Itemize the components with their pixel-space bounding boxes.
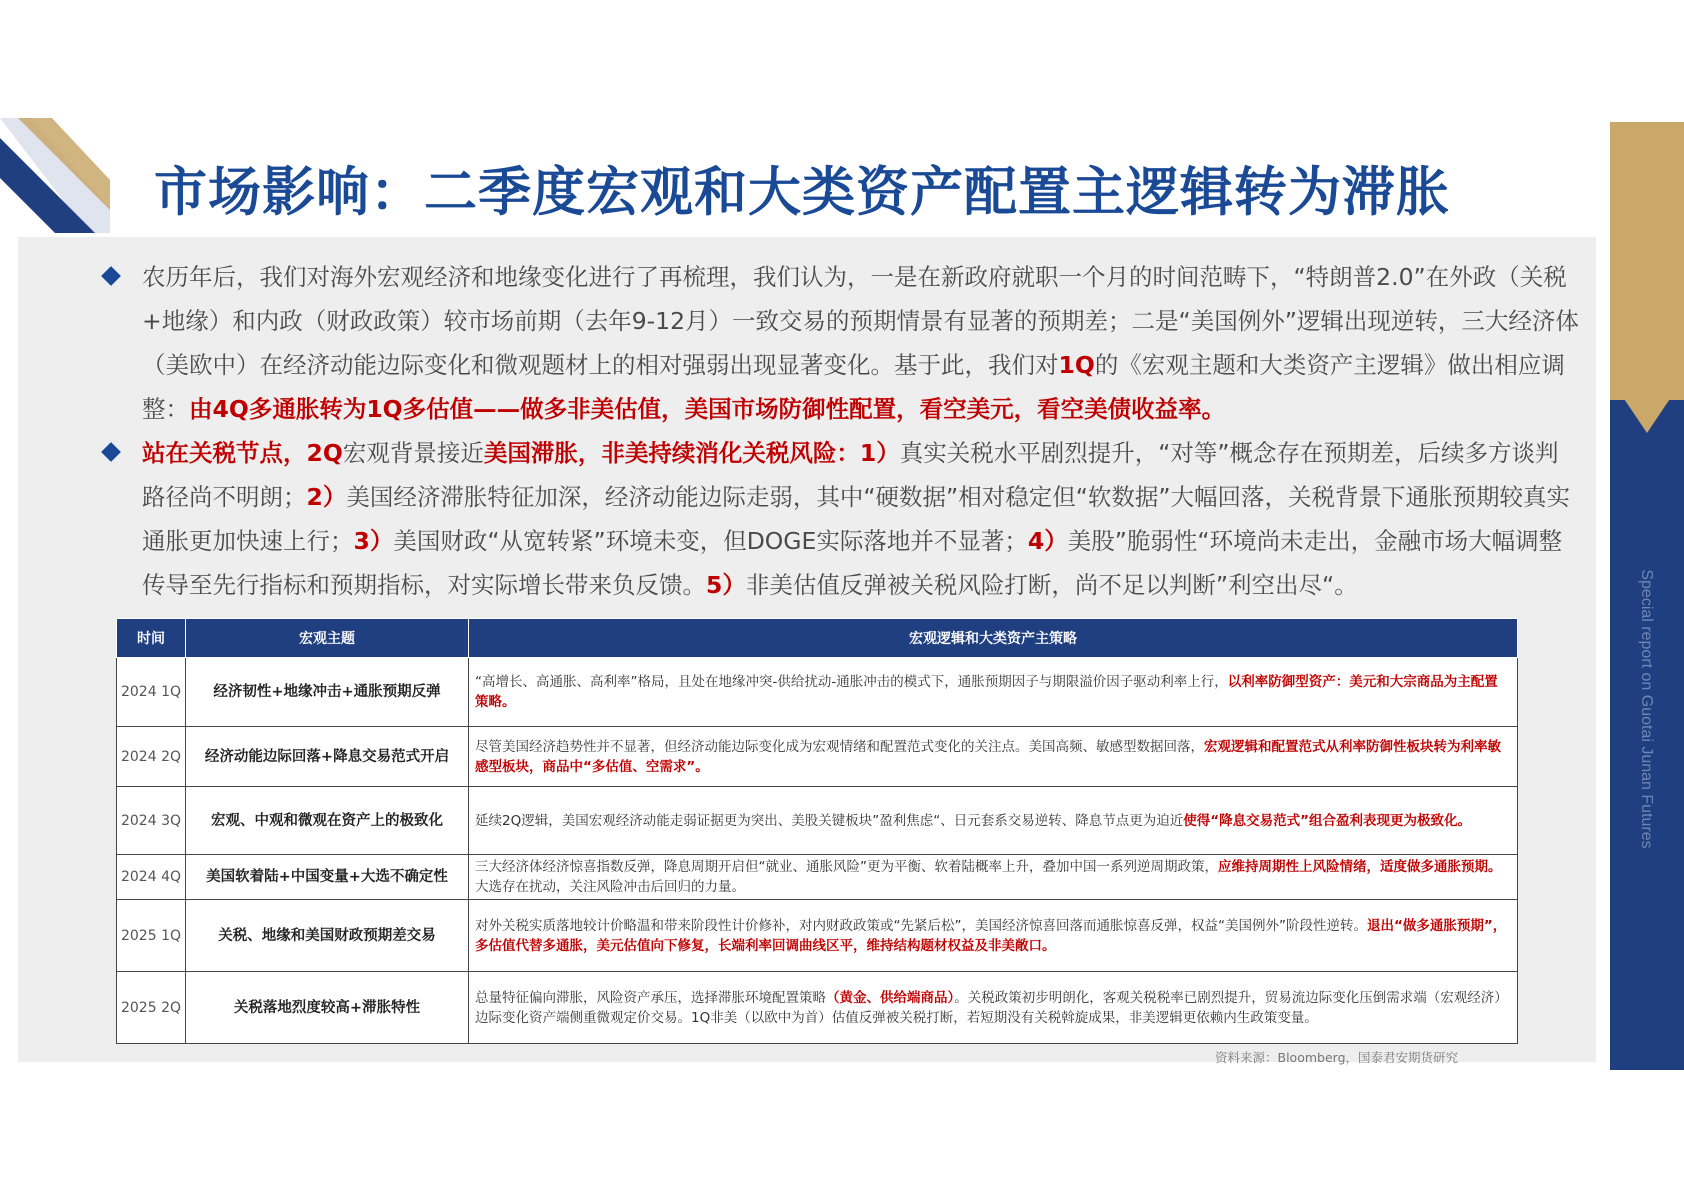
row-time: 2025 1Q (117, 900, 186, 972)
table-row (117, 787, 1518, 855)
row-strategy (469, 900, 1518, 972)
strategy-highlight: 退出“做多通胀预期”，多估值代替多通胀，美元估值向下修复，长端利率回调曲线区平，维持结构题材权益及非美敞口。 (475, 917, 1507, 954)
strategy-plain: 总量特征偏向滞胀，风险资产承压，选择滞胀环境配置策略 (475, 989, 826, 1006)
bullet2-text-j: 美股”脆弱性“环境尚未走出，金融市场大幅调整传导至先行指标和预期指标，对实际增长带来负反馈。 (142, 527, 1563, 599)
bullet1-text-d: 由4Q多通胀转为1Q多估值——做多非美估值，美国市场防御性配置，看空美元，看空美债收益率。 (189, 395, 1226, 423)
strategy-table (116, 618, 1518, 1044)
row-strategy (469, 658, 1518, 727)
strategy-plain: 延续2Q逻辑，美国宏观经济动能走弱证据更为突出、美股关键板块”盈利焦虑“、日元套系交易逆转、降息节点更为迫近 (475, 812, 1184, 829)
bullet2-text-i: 4） (1027, 527, 1068, 555)
table-row (117, 855, 1518, 900)
strategy-plain: “高增长、高通胀、高利率”格局，且处在地缘冲突-供给扰动-通胀冲击的模式下，通胀预期因子与期限溢价因子驱动利率上行， (475, 674, 1228, 690)
table-header-row (117, 619, 1518, 658)
row-theme: 宏观、中观和微观在资产上的极致化 (186, 787, 469, 855)
strategy-tail: 。关税政策初步明朗化，客观关税税率已剧烈提升，贸易流边际变化压倒需求端（宏观经济）边际变化资产端侧重微观定价交易。1Q非美（以欧中为首）估值反弹被关税打断，若短期没有关税斡旋成果，非美逻辑更依赖内生政策变量。 (475, 989, 1508, 1026)
strategy-table-wrap (116, 618, 1518, 1044)
header-strategy: 宏观逻辑和大类资产主策略 (469, 619, 1518, 658)
row-time: 2024 2Q (117, 727, 186, 787)
bullet2-text-l: 非美估值反弹被关税风险打断，尚不足以判断”利空出尽“。 (745, 571, 1358, 599)
bullet-item-2 (100, 431, 1580, 607)
bullet2-text-a: 站在关税节点，2Q (142, 439, 343, 467)
row-strategy (469, 855, 1518, 900)
diamond-bullet-icon (101, 442, 121, 462)
bullet2-text-f: 美国经济滞胀特征加深，经济动能边际走弱，其中“硬数据”相对稳定但“软数据”大幅回落，关税背景下通胀预期较真实通胀更加快速上行； (142, 483, 1571, 555)
row-theme: 关税落地烈度较高+滞胀特性 (186, 972, 469, 1044)
strategy-plain: 对外关税实质落地较计价略温和带来阶段性计价修补，对内财政政策或“先紧后松”，美国经济惊喜回落而通胀惊喜反弹，权益“美国例外”阶段性逆转。 (475, 917, 1367, 934)
strategy-highlight: 以利率防御型资产：美元和大宗商品为主配置策略。 (475, 674, 1498, 710)
row-theme: 美国软着陆+中国变量+大选不确定性 (186, 855, 469, 900)
row-theme: 经济韧性+地缘冲击+通胀预期反弹 (186, 658, 469, 727)
strategy-highlight: 宏观逻辑和配置范式从利率防御性板块转为利率敏感型板块，商品中“多估值、空需求”。 (475, 738, 1501, 775)
row-time: 2024 3Q (117, 787, 186, 855)
row-time: 2024 1Q (117, 658, 186, 727)
strategy-highlight: （黄金、供给端商品） (826, 989, 955, 1006)
strategy-highlight: 使得“降息交易范式”组合盈利表现更为极致化。 (1183, 812, 1471, 829)
bullet2-text-b: 宏观背景接近 (342, 439, 484, 467)
row-strategy (469, 787, 1518, 855)
side-report-label: Special report on Guotai Junan Futures (1638, 569, 1655, 849)
row-time: 2025 2Q (117, 972, 186, 1044)
bullet2-text-h: 美国财政“从宽转紧”环境未变，但DOGE实际落地并不显著； (393, 527, 1028, 555)
strategy-plain: 三大经济体经济惊喜指数反弹，降息周期开启但“就业、通胀风险”更为平衡、软着陆概率上升，叠加中国一系列逆周期政策， (475, 859, 1218, 875)
row-strategy (469, 727, 1518, 787)
table-row (117, 972, 1518, 1044)
source-note: 资料来源：Bloomberg，国泰君安期货研究 (1215, 1050, 1458, 1065)
row-theme: 经济动能边际回落+降息交易范式开启 (186, 727, 469, 787)
row-strategy (469, 972, 1518, 1044)
bullet2-text-e: 2） (306, 483, 347, 511)
table-row (117, 900, 1518, 972)
bullet-item-1 (100, 255, 1580, 431)
bullet1-text-a: 农历年后，我们对海外宏观经济和地缘变化进行了再梳理，我们认为，一是在新政府就职一个月的时间范畴下，“特朗普2.0”在外政（关税+地缘）和内政（财政政策）较市场前期（去年9-12月）一致交易的预期情景有显著的预期差；二是“美国例外”逻辑出现逆转，三大经济体（美欧中）在经济动能边际变化和微观题材上的相对强弱出现显著变化。基于此，我们对 (142, 263, 1579, 379)
bullet-list (100, 255, 1580, 607)
strategy-tail: 大选存在扰动，关注风险冲击后回归的力量。 (475, 879, 745, 895)
row-time: 2024 4Q (117, 855, 186, 900)
bullet1-text-b: 1Q (1058, 351, 1095, 379)
strategy-highlight: 应维持周期性上风险情绪，适度做多通胀预期。 (1218, 859, 1502, 875)
bullet2-text-c: 美国滞胀，非美持续消化关税风险：1） (483, 439, 900, 467)
table-row (117, 658, 1518, 727)
header-time: 时间 (117, 619, 186, 658)
row-theme: 关税、地缘和美国财政预期差交易 (186, 900, 469, 972)
corner-decoration (0, 118, 110, 233)
strategy-plain: 尽管美国经济趋势性并不显著，但经济动能边际变化成为宏观情绪和配置范式变化的关注点。美国高频、敏感型数据回落， (475, 738, 1204, 755)
header-theme: 宏观主题 (186, 619, 469, 658)
bullet1-text-c: 的《宏观主题和大类资产主逻辑》做出相应调整： (142, 351, 1565, 423)
table-row (117, 727, 1518, 787)
bullet2-text-d: 真实关税水平剧烈提升，“对等”概念存在预期差，后续多方谈判路径尚不明朗； (142, 439, 1559, 511)
page-title: 市场影响：二季度宏观和大类资产配置主逻辑转为滞胀 (154, 162, 1450, 223)
bullet2-text-g: 3） (353, 527, 394, 555)
bullet2-text-k: 5） (706, 571, 746, 599)
diamond-bullet-icon (101, 266, 121, 286)
side-bar-notch (1610, 378, 1684, 433)
